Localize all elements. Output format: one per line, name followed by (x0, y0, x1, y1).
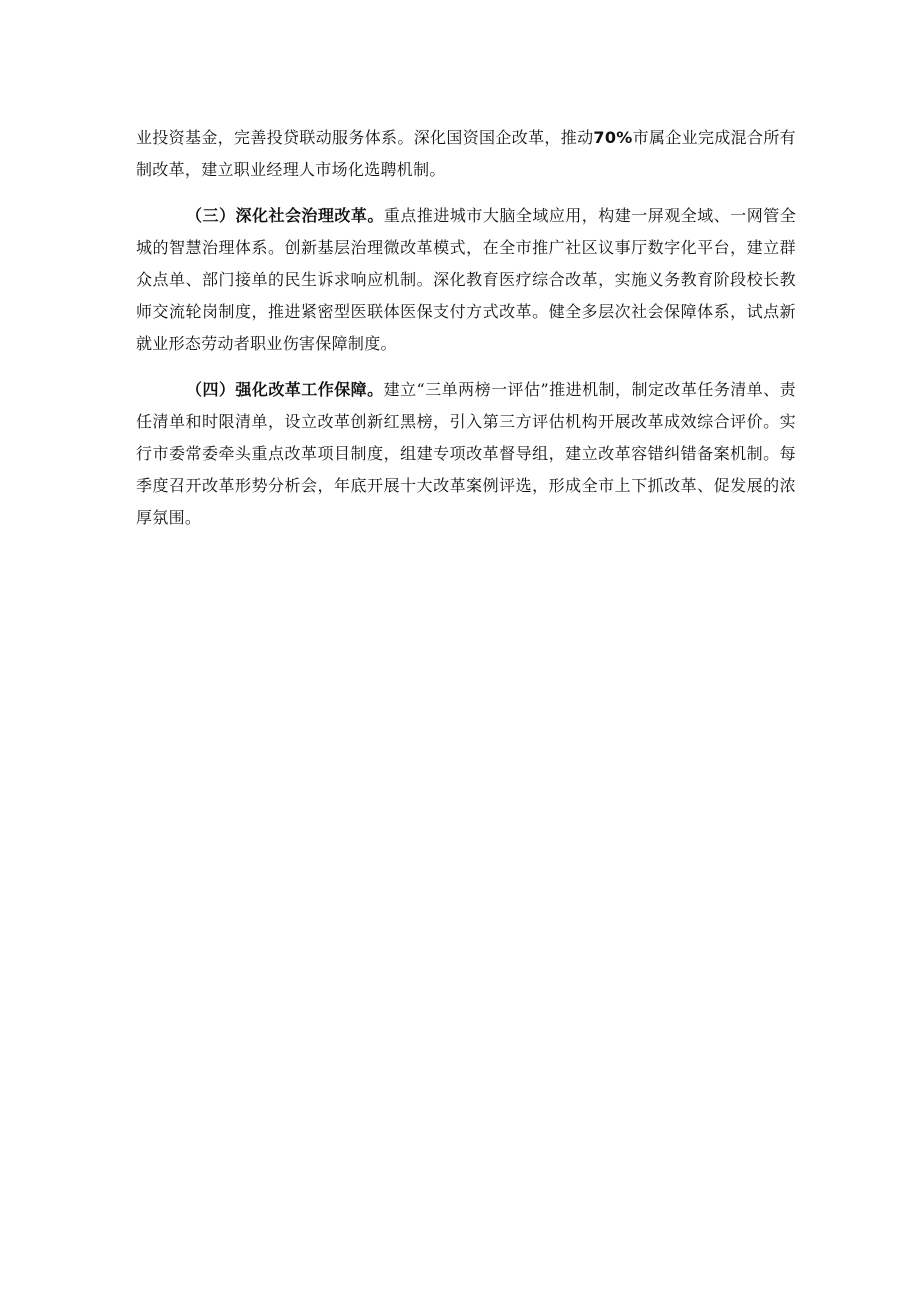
paragraph-text-part2: 市属企业完成混合所有制改革，建立职业经理人市场化选聘机制。 (136, 128, 796, 179)
paragraph-continuation (136, 122, 796, 186)
section-heading-social-governance: （三）深化社会治理改革。 (186, 206, 384, 225)
section-body-reform-support: 建立“三单两榜一评估”推进机制，制定改革任务清单、责任清单和时限清单，设立改革创新红黑榜，引入第三方评估机构开展改革成效综合评价。实行市委常委牵头重点改革项目制度，组建专项改革督导组，建立改革容错纠错备案机制。每季度召开改革形势分析会，年底开展十大改革案例评选，形成全市上下抓改革、促发展的浓厚氛围。 (136, 380, 796, 527)
document-body (136, 122, 796, 548)
section-heading-reform-support: （四）强化改革工作保障。 (186, 380, 384, 399)
paragraph-text-part1: 业投资基金，完善投贷联动服务体系。深化国资国企改革，推动 (136, 128, 594, 147)
paragraph-reform-support (136, 374, 796, 534)
paragraph-social-governance (136, 200, 796, 360)
percentage-value: 70% (593, 128, 633, 147)
section-body-social-governance: 重点推进城市大脑全域应用，构建一屏观全域、一网管全城的智慧治理体系。创新基层治理微改革模式，在全市推广社区议事厅数字化平台，建立群众点单、部门接单的民生诉求响应机制。深化教育医疗综合改革，实施义务教育阶段校长教师交流轮岗制度，推进紧密型医联体医保支付方式改革。健全多层次社会保障体系，试点新就业形态劳动者职业伤害保障制度。 (136, 206, 796, 353)
